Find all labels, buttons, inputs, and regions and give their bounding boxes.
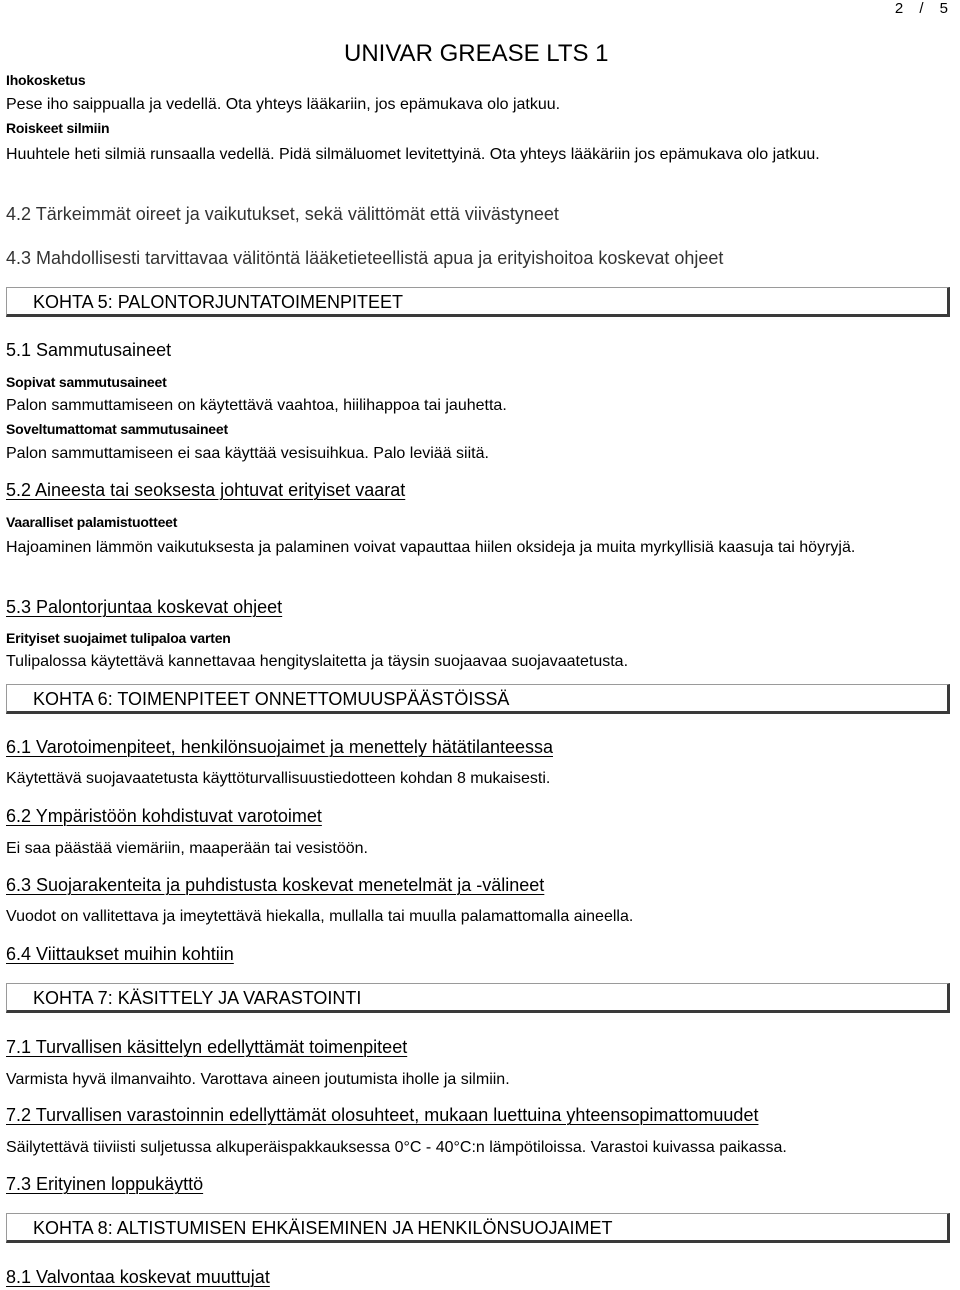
section-8-header bbox=[6, 1213, 950, 1243]
protective-equipment-label: Erityiset suojaimet tulipaloa varten bbox=[6, 630, 231, 646]
skin-contact-label: Ihokosketus bbox=[6, 72, 86, 88]
suitable-media-label: Sopivat sammutusaineet bbox=[6, 374, 167, 390]
section-8-title: KOHTA 8: ALTISTUMISEN EHKÄISEMINEN JA HENKILÖNSUOJAIMET bbox=[33, 1218, 613, 1238]
heading-6-1: 6.1 Varotoimenpiteet, henkilönsuojaimet ja menettely hätätilanteessa bbox=[6, 737, 553, 757]
page-number: 2 / 5 bbox=[894, 0, 954, 17]
section-7-title: KOHTA 7: KÄSITTELY JA VARASTOINTI bbox=[33, 988, 362, 1008]
heading-7-3: 7.3 Erityinen loppukäyttö bbox=[6, 1174, 204, 1194]
eye-contact-text: Huuhtele heti silmiä runsaalla vedellä. Pidä silmäluomet levitettyinä. Ota yhteys lääkäriin jos epämukava olo jatkuu. bbox=[6, 146, 820, 163]
heading-7-2: 7.2 Turvallisen varastoinnin edellyttämät olosuhteet, mukaan luettuina yhteensopimattomuudet bbox=[6, 1105, 759, 1125]
hazard-products-text: Hajoaminen lämmön vaikutuksesta ja palaminen voivat vapauttaa hiilen oksideja ja muita myrkyllisiä kaasuja tai höyryjä. bbox=[6, 539, 856, 556]
heading-6-4: 6.4 Viittaukset muihin kohtiin bbox=[6, 944, 234, 964]
section-7-header bbox=[6, 983, 950, 1013]
heading-4-2: 4.2 Tärkeimmät oireet ja vaikutukset, sekä välittömät että viivästyneet bbox=[6, 204, 559, 224]
unsuitable-media-label: Soveltumattomat sammutusaineet bbox=[6, 421, 228, 437]
section-6-header bbox=[6, 684, 950, 714]
heading-4-3: 4.3 Mahdollisesti tarvittavaa välitöntä lääketieteellistä apua ja erityishoitoa koskevat ohjeet bbox=[6, 248, 724, 268]
text-6-1: Käytettävä suojavaatetusta käyttöturvallisuustiedotteen kohdan 8 mukaisesti. bbox=[6, 770, 551, 787]
document-title: UNIVAR GREASE LTS 1 bbox=[344, 40, 609, 67]
section-6-title: KOHTA 6: TOIMENPITEET ONNETTOMUUSPÄÄSTÖISSÄ bbox=[33, 689, 510, 709]
heading-5-1: 5.1 Sammutusaineet bbox=[6, 340, 172, 360]
text-6-3: Vuodot on vallitettava ja imeytettävä hiekalla, mullalla tai muulla palamattomalla aineella. bbox=[6, 908, 634, 925]
text-7-1: Varmista hyvä ilmanvaihto. Varottava aineen joutumista iholle ja silmiin. bbox=[6, 1071, 510, 1088]
suitable-media-text: Palon sammuttamiseen on käytettävä vaahtoa, hiilihappoa tai jauhetta. bbox=[6, 397, 507, 414]
heading-5-2: 5.2 Aineesta tai seoksesta johtuvat erityiset vaarat bbox=[6, 480, 406, 500]
unsuitable-media-text: Palon sammuttamiseen ei saa käyttää vesisuihkua. Palo leviää siitä. bbox=[6, 445, 489, 462]
heading-7-1: 7.1 Turvallisen käsittelyn edellyttämät toimenpiteet bbox=[6, 1037, 408, 1057]
hazard-products-label: Vaaralliset palamistuotteet bbox=[6, 514, 178, 530]
text-7-2: Säilytettävä tiiviisti suljetussa alkuperäispakkauksessa 0°C - 40°C:n lämpötiloissa. Varastoi kuivassa paikassa. bbox=[6, 1139, 787, 1156]
heading-6-3: 6.3 Suojarakenteita ja puhdistusta koskevat menetelmät ja -välineet bbox=[6, 875, 545, 895]
section-5-header bbox=[6, 287, 950, 317]
skin-contact-text: Pese iho saippualla ja vedellä. Ota yhteys lääkariin, jos epämukava olo jatkuu. bbox=[6, 96, 561, 113]
text-6-2: Ei saa päästää viemäriin, maaperään tai vesistöön. bbox=[6, 840, 368, 857]
eye-contact-label: Roiskeet silmiin bbox=[6, 120, 110, 136]
heading-6-2: 6.2 Ympäristöön kohdistuvat varotoimet bbox=[6, 806, 322, 826]
heading-5-3: 5.3 Palontorjuntaa koskevat ohjeet bbox=[6, 597, 283, 617]
protective-equipment-text: Tulipalossa käytettävä kannettavaa hengityslaitetta ja täysin suojaavaa suojavaatetusta. bbox=[6, 653, 629, 670]
section-5-title: KOHTA 5: PALONTORJUNTATOIMENPITEET bbox=[33, 292, 404, 312]
heading-8-1: 8.1 Valvontaa koskevat muuttujat bbox=[6, 1267, 270, 1287]
